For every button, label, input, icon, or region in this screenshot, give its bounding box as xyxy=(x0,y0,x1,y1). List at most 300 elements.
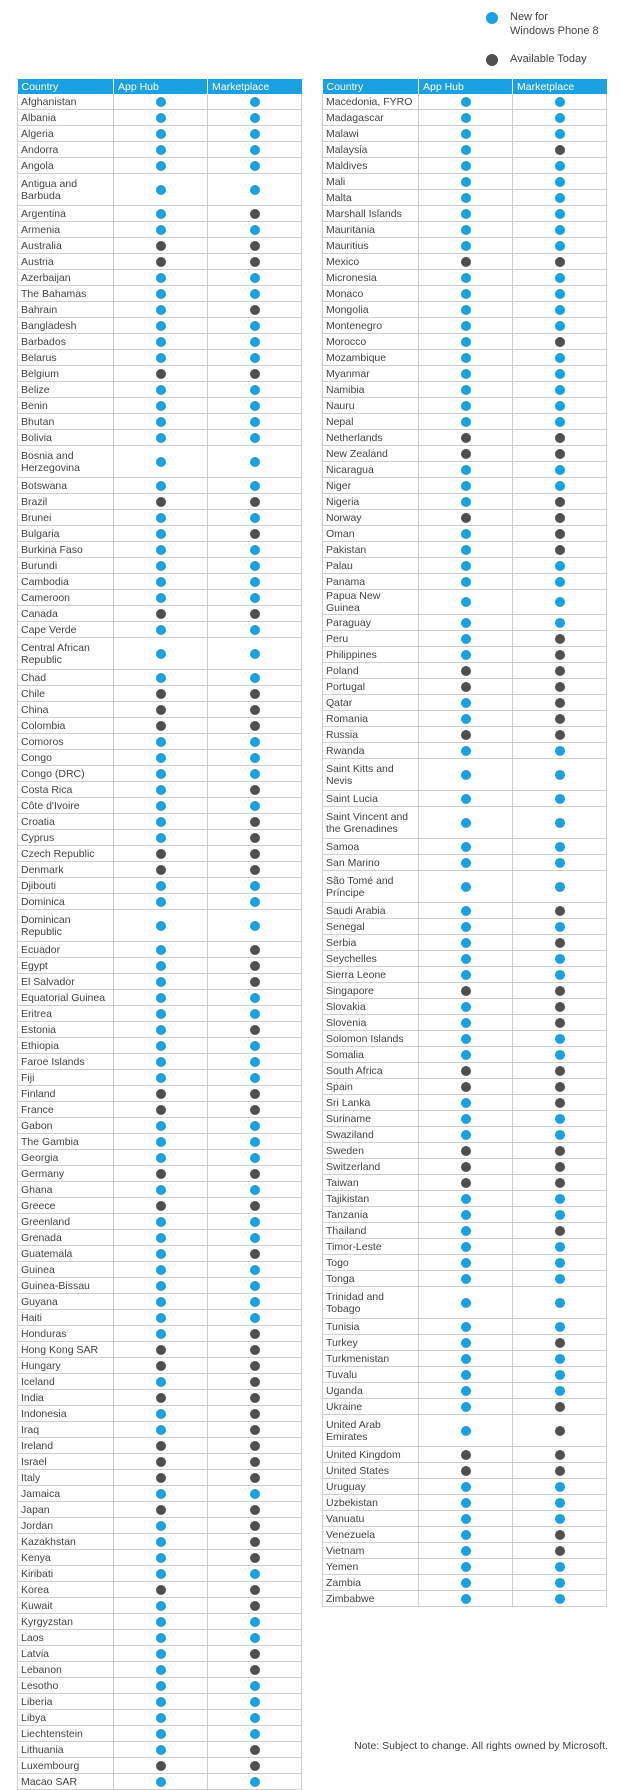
app-hub-cell xyxy=(419,590,513,615)
legend-label-new: New for Windows Phone 8 xyxy=(510,11,599,37)
status-new-icon xyxy=(250,385,260,395)
marketplace-cell xyxy=(208,558,302,574)
status-new-icon xyxy=(250,145,260,155)
country-name: Kyrgyzstan xyxy=(18,1614,114,1630)
marketplace-cell xyxy=(208,1582,302,1598)
country-name: Chile xyxy=(18,686,114,702)
marketplace-cell xyxy=(513,510,607,526)
status-new-icon xyxy=(250,801,260,811)
status-new-icon xyxy=(250,753,260,763)
status-available-icon xyxy=(156,1505,166,1515)
status-new-icon xyxy=(461,597,471,607)
country-name: Vietnam xyxy=(323,1543,419,1559)
table-row xyxy=(18,1390,302,1406)
status-new-icon xyxy=(461,1402,471,1412)
status-new-icon xyxy=(555,970,565,980)
country-name: Philippines xyxy=(323,647,419,663)
marketplace-cell xyxy=(513,1239,607,1255)
app-hub-cell xyxy=(419,1111,513,1127)
status-new-icon xyxy=(461,1482,471,1492)
status-new-icon xyxy=(555,858,565,868)
app-hub-cell xyxy=(419,350,513,366)
marketplace-cell xyxy=(208,222,302,238)
table-row xyxy=(18,1710,302,1726)
table-row xyxy=(18,318,302,334)
marketplace-cell xyxy=(513,1447,607,1463)
table-row xyxy=(18,606,302,622)
status-new-icon xyxy=(555,321,565,331)
app-hub-cell xyxy=(419,1143,513,1159)
country-name: Macao SAR xyxy=(18,1774,114,1790)
marketplace-cell xyxy=(208,1518,302,1534)
legend-dot-available-icon xyxy=(486,54,498,66)
status-new-icon xyxy=(156,321,166,331)
status-available-icon xyxy=(555,145,565,155)
marketplace-cell xyxy=(513,110,607,126)
table-row xyxy=(323,743,607,759)
country-name: Kiribati xyxy=(18,1566,114,1582)
table-row xyxy=(323,254,607,270)
status-new-icon xyxy=(555,241,565,251)
marketplace-cell xyxy=(208,1502,302,1518)
marketplace-cell xyxy=(208,1022,302,1038)
country-name: Latvia xyxy=(18,1646,114,1662)
country-name: Suriname xyxy=(323,1111,419,1127)
app-hub-cell xyxy=(114,1006,208,1022)
app-hub-cell xyxy=(114,1486,208,1502)
status-new-icon xyxy=(461,161,471,171)
marketplace-cell xyxy=(513,382,607,398)
status-available-icon xyxy=(250,305,260,315)
app-hub-cell xyxy=(114,638,208,670)
country-name: Saudi Arabia xyxy=(323,903,419,919)
status-new-icon xyxy=(156,1569,166,1579)
marketplace-cell xyxy=(208,1038,302,1054)
table-row xyxy=(323,142,607,158)
app-hub-cell xyxy=(114,1182,208,1198)
marketplace-cell xyxy=(208,814,302,830)
country-name: Zambia xyxy=(323,1575,419,1591)
marketplace-cell xyxy=(208,318,302,334)
status-new-icon xyxy=(156,1537,166,1547)
legend xyxy=(486,10,599,80)
status-available-icon xyxy=(555,1546,565,1556)
status-new-icon xyxy=(555,1594,565,1604)
country-name: Norway xyxy=(323,510,419,526)
table-row xyxy=(18,1310,302,1326)
marketplace-cell xyxy=(208,1422,302,1438)
table-row xyxy=(18,126,302,142)
marketplace-cell xyxy=(513,999,607,1015)
status-available-icon xyxy=(250,977,260,987)
app-hub-cell xyxy=(114,862,208,878)
status-new-icon xyxy=(156,961,166,971)
status-available-icon xyxy=(250,689,260,699)
app-hub-cell xyxy=(419,1527,513,1543)
table-row xyxy=(323,1463,607,1479)
marketplace-cell xyxy=(513,983,607,999)
marketplace-cell xyxy=(513,1159,607,1175)
status-new-icon xyxy=(156,977,166,987)
status-new-icon xyxy=(461,634,471,644)
table-row xyxy=(323,94,607,110)
country-name: Micronesia xyxy=(323,270,419,286)
status-available-icon xyxy=(461,666,471,676)
country-name: Sri Lanka xyxy=(323,1095,419,1111)
marketplace-cell xyxy=(513,1463,607,1479)
table-row xyxy=(18,1774,302,1790)
status-new-icon xyxy=(555,561,565,571)
status-new-icon xyxy=(555,305,565,315)
status-new-icon xyxy=(250,881,260,891)
country-name: São Tomé and Príncipe xyxy=(323,871,419,903)
table-row xyxy=(323,350,607,366)
marketplace-cell xyxy=(208,1758,302,1774)
country-name: Egypt xyxy=(18,958,114,974)
table-row xyxy=(18,638,302,670)
table-row xyxy=(18,590,302,606)
country-name: Burkina Faso xyxy=(18,542,114,558)
app-hub-cell xyxy=(419,711,513,727)
marketplace-cell xyxy=(513,1351,607,1367)
table-row xyxy=(18,158,302,174)
app-hub-cell xyxy=(419,398,513,414)
marketplace-cell xyxy=(208,878,302,894)
country-name: Brunei xyxy=(18,510,114,526)
country-name: Luxembourg xyxy=(18,1758,114,1774)
status-new-icon xyxy=(250,577,260,587)
app-hub-cell xyxy=(419,695,513,711)
status-new-icon xyxy=(555,1386,565,1396)
status-available-icon xyxy=(461,513,471,523)
status-new-icon xyxy=(555,289,565,299)
marketplace-cell xyxy=(208,622,302,638)
status-available-icon xyxy=(250,1105,260,1115)
country-name: Greece xyxy=(18,1198,114,1214)
table-row xyxy=(323,1031,607,1047)
app-hub-cell xyxy=(114,1310,208,1326)
status-new-icon xyxy=(156,1697,166,1707)
marketplace-cell xyxy=(513,1095,607,1111)
app-hub-cell xyxy=(419,855,513,871)
country-name: Myanmar xyxy=(323,366,419,382)
status-new-icon xyxy=(461,1226,471,1236)
status-new-icon xyxy=(555,922,565,932)
marketplace-cell xyxy=(513,1223,607,1239)
app-hub-cell xyxy=(114,1678,208,1694)
table-row xyxy=(18,142,302,158)
status-available-icon xyxy=(461,257,471,267)
status-new-icon xyxy=(461,385,471,395)
country-name: Taiwan xyxy=(323,1175,419,1191)
status-new-icon xyxy=(156,433,166,443)
status-available-icon xyxy=(555,906,565,916)
table-row xyxy=(323,1447,607,1463)
status-available-icon xyxy=(461,1466,471,1476)
status-new-icon xyxy=(461,794,471,804)
app-hub-cell xyxy=(419,142,513,158)
table-row xyxy=(323,919,607,935)
status-new-icon xyxy=(461,906,471,916)
status-new-icon xyxy=(461,922,471,932)
status-new-icon xyxy=(555,1130,565,1140)
status-new-icon xyxy=(461,1546,471,1556)
table-row xyxy=(18,1694,302,1710)
table-row xyxy=(323,983,607,999)
status-new-icon xyxy=(250,1233,260,1243)
marketplace-cell xyxy=(208,1278,302,1294)
app-hub-cell xyxy=(419,871,513,903)
app-hub-cell xyxy=(114,318,208,334)
app-hub-cell xyxy=(114,510,208,526)
country-name: Romania xyxy=(323,711,419,727)
table-row xyxy=(18,1102,302,1118)
app-hub-cell xyxy=(419,1047,513,1063)
marketplace-cell xyxy=(513,807,607,839)
app-hub-cell xyxy=(419,1079,513,1095)
app-hub-cell xyxy=(114,894,208,910)
status-new-icon xyxy=(461,545,471,555)
table-row xyxy=(323,1399,607,1415)
marketplace-cell xyxy=(513,206,607,222)
status-new-icon xyxy=(250,993,260,1003)
country-name: Guinea xyxy=(18,1262,114,1278)
status-new-icon xyxy=(555,746,565,756)
marketplace-cell xyxy=(208,350,302,366)
status-new-icon xyxy=(555,1514,565,1524)
table-row xyxy=(18,1582,302,1598)
marketplace-cell xyxy=(513,590,607,615)
table-row xyxy=(18,222,302,238)
status-new-icon xyxy=(156,1409,166,1419)
marketplace-cell xyxy=(513,663,607,679)
country-name: San Marino xyxy=(323,855,419,871)
status-new-icon xyxy=(250,129,260,139)
status-new-icon xyxy=(555,1114,565,1124)
table-row xyxy=(323,1111,607,1127)
app-hub-cell xyxy=(114,478,208,494)
country-name: Malawi xyxy=(323,126,419,142)
status-available-icon xyxy=(250,609,260,619)
status-new-icon xyxy=(461,1194,471,1204)
status-new-icon xyxy=(250,1697,260,1707)
app-hub-cell xyxy=(114,1662,208,1678)
status-available-icon xyxy=(156,1393,166,1403)
table-row xyxy=(323,631,607,647)
app-hub-cell xyxy=(114,1390,208,1406)
status-new-icon xyxy=(156,185,166,195)
status-new-icon xyxy=(156,417,166,427)
country-name: Canada xyxy=(18,606,114,622)
status-available-icon xyxy=(555,1530,565,1540)
status-new-icon xyxy=(461,1210,471,1220)
marketplace-cell xyxy=(208,958,302,974)
status-new-icon xyxy=(250,921,260,931)
country-name: Jamaica xyxy=(18,1486,114,1502)
country-name: Liechtenstein xyxy=(18,1726,114,1742)
status-new-icon xyxy=(156,513,166,523)
table-row xyxy=(18,990,302,1006)
status-available-icon xyxy=(555,513,565,523)
table-row xyxy=(323,999,607,1015)
marketplace-cell xyxy=(513,334,607,350)
table-row xyxy=(323,302,607,318)
status-available-icon xyxy=(250,257,260,267)
app-hub-cell xyxy=(419,270,513,286)
status-new-icon xyxy=(461,714,471,724)
table-row xyxy=(18,430,302,446)
country-name: Trinidad and Tobago xyxy=(323,1287,419,1319)
country-name: Hong Kong SAR xyxy=(18,1342,114,1358)
country-name: Austria xyxy=(18,254,114,270)
country-name: Tanzania xyxy=(323,1207,419,1223)
status-new-icon xyxy=(156,1249,166,1259)
status-new-icon xyxy=(250,1569,260,1579)
table-row xyxy=(18,1598,302,1614)
status-new-icon xyxy=(555,818,565,828)
table-row xyxy=(323,855,607,871)
marketplace-cell xyxy=(513,286,607,302)
country-name: New Zealand xyxy=(323,446,419,462)
table-row xyxy=(18,334,302,350)
country-name: Botswana xyxy=(18,478,114,494)
table-row xyxy=(18,286,302,302)
marketplace-cell xyxy=(208,398,302,414)
table-row xyxy=(18,1678,302,1694)
marketplace-cell xyxy=(513,1015,607,1031)
status-new-icon xyxy=(555,193,565,203)
status-available-icon xyxy=(555,650,565,660)
app-hub-cell xyxy=(419,1463,513,1479)
table-row xyxy=(323,1159,607,1175)
country-name: Nicaragua xyxy=(323,462,419,478)
table-row xyxy=(323,1559,607,1575)
status-new-icon xyxy=(461,1242,471,1252)
status-available-icon xyxy=(555,714,565,724)
status-new-icon xyxy=(461,497,471,507)
country-name: Zimbabwe xyxy=(323,1591,419,1607)
country-name: Pakistan xyxy=(323,542,419,558)
app-hub-cell xyxy=(114,1566,208,1582)
marketplace-cell xyxy=(513,430,607,446)
marketplace-cell xyxy=(513,238,607,254)
country-name: Jordan xyxy=(18,1518,114,1534)
status-new-icon xyxy=(461,113,471,123)
country-name: Mali xyxy=(323,174,419,190)
table-row xyxy=(18,414,302,430)
app-hub-cell xyxy=(419,1095,513,1111)
status-available-icon xyxy=(461,1082,471,1092)
country-name: Ukraine xyxy=(323,1399,419,1415)
status-available-icon xyxy=(156,1585,166,1595)
country-name: The Gambia xyxy=(18,1134,114,1150)
app-hub-cell xyxy=(419,1207,513,1223)
status-available-icon xyxy=(555,1066,565,1076)
status-new-icon xyxy=(156,289,166,299)
table-row xyxy=(18,1518,302,1534)
table-row xyxy=(323,1191,607,1207)
table-row xyxy=(323,286,607,302)
app-hub-cell xyxy=(114,1630,208,1646)
status-new-icon xyxy=(156,545,166,555)
marketplace-cell xyxy=(513,1079,607,1095)
country-name: Marshall Islands xyxy=(323,206,419,222)
country-name: Bolivia xyxy=(18,430,114,446)
country-name: Benin xyxy=(18,398,114,414)
app-hub-cell xyxy=(114,574,208,590)
table-row xyxy=(18,110,302,126)
status-new-icon xyxy=(555,161,565,171)
app-hub-cell xyxy=(114,718,208,734)
app-hub-cell xyxy=(114,110,208,126)
app-hub-cell xyxy=(419,206,513,222)
status-new-icon xyxy=(461,577,471,587)
status-new-icon xyxy=(250,481,260,491)
status-new-icon xyxy=(250,625,260,635)
table-row xyxy=(18,494,302,510)
country-name: Chad xyxy=(18,670,114,686)
app-hub-cell xyxy=(419,615,513,631)
table-row xyxy=(18,254,302,270)
status-new-icon xyxy=(555,1298,565,1308)
marketplace-cell xyxy=(513,935,607,951)
marketplace-cell xyxy=(208,1358,302,1374)
table-row xyxy=(18,1550,302,1566)
status-new-icon xyxy=(461,177,471,187)
app-hub-cell xyxy=(419,903,513,919)
table-row xyxy=(18,814,302,830)
marketplace-cell xyxy=(513,711,607,727)
status-new-icon xyxy=(461,1130,471,1140)
status-new-icon xyxy=(555,1050,565,1060)
marketplace-cell xyxy=(208,302,302,318)
status-new-icon xyxy=(250,1777,260,1787)
status-available-icon xyxy=(250,1521,260,1531)
app-hub-cell xyxy=(114,846,208,862)
app-hub-cell xyxy=(114,1470,208,1486)
country-name: Qatar xyxy=(323,695,419,711)
status-new-icon xyxy=(555,1498,565,1508)
table-row xyxy=(18,910,302,942)
marketplace-cell xyxy=(513,1575,607,1591)
country-name: Cape Verde xyxy=(18,622,114,638)
table-row xyxy=(323,462,607,478)
country-name: Turkmenistan xyxy=(323,1351,419,1367)
status-available-icon xyxy=(555,545,565,555)
status-available-icon xyxy=(555,1226,565,1236)
table-row xyxy=(323,126,607,142)
status-available-icon xyxy=(250,1505,260,1515)
marketplace-cell xyxy=(513,1319,607,1335)
app-hub-cell xyxy=(114,766,208,782)
marketplace-cell xyxy=(208,734,302,750)
country-name: Togo xyxy=(323,1255,419,1271)
status-new-icon xyxy=(461,289,471,299)
table-row xyxy=(323,1095,607,1111)
status-new-icon xyxy=(156,649,166,659)
marketplace-cell xyxy=(208,606,302,622)
status-available-icon xyxy=(156,609,166,619)
status-new-icon xyxy=(461,1426,471,1436)
status-new-icon xyxy=(156,1297,166,1307)
status-new-icon xyxy=(555,113,565,123)
table-row xyxy=(323,1527,607,1543)
table-body-right xyxy=(323,94,607,1607)
marketplace-cell xyxy=(513,526,607,542)
table-row xyxy=(18,894,302,910)
app-hub-cell xyxy=(114,1454,208,1470)
status-available-icon xyxy=(250,1585,260,1595)
